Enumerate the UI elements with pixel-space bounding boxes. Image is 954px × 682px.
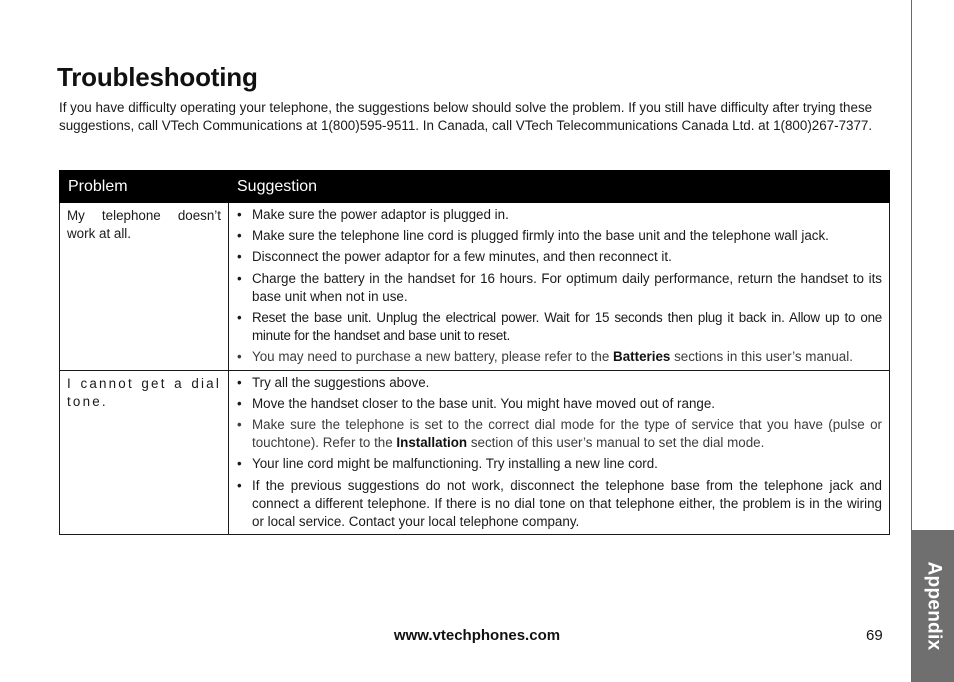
page-title: Troubleshooting: [57, 62, 258, 92]
list-item: • Charge the battery in the handset for 16 hours. For optimum daily performance, return the handset to its base unit when not in use.: [236, 270, 882, 306]
list-item: [236, 416, 882, 452]
list-item: • Make sure the telephone line cord is plugged firmly into the base unit and the telephone wall jack.: [236, 227, 882, 245]
table-row: [60, 203, 890, 371]
bold-reference: Installation: [396, 435, 468, 451]
list-item: • Make sure the power adaptor is plugged in.: [236, 206, 882, 224]
bold-reference: Batteries: [613, 349, 671, 365]
page-number: 69: [866, 627, 883, 644]
header-problem: Problem: [60, 171, 229, 203]
troubleshooting-table: [59, 170, 890, 535]
list-item: • Reset the base unit. Unplug the electrical power. Wait for 15 seconds then plug it back in. Allow up to one minute for the handset and base unit to reset.: [236, 309, 882, 345]
table-header-row: [60, 171, 890, 203]
appendix-side-tab: [912, 530, 954, 682]
problem-cell: My telephone doesn’t work at all.: [60, 203, 229, 371]
suggestion-cell: [229, 203, 890, 371]
list-item: [236, 348, 882, 366]
list-item: • Disconnect the power adaptor for a few minutes, and then reconnect it.: [236, 248, 882, 266]
text-run: sections in this user’s manual.: [670, 349, 853, 365]
suggestion-list: [236, 374, 882, 532]
appendix-side-tab-label: Appendix: [923, 561, 944, 651]
header-suggestion: Suggestion: [229, 171, 890, 203]
text-run: Make sure the telephone is set to the correct dial mode for the type of service that you have (pulse or touchtone). Refer to the: [252, 417, 882, 451]
list-item: • Try all the suggestions above.: [236, 374, 882, 392]
problem-cell: I cannot get a dial tone.: [60, 370, 229, 535]
list-item: • Move the handset closer to the base unit. You might have moved out of range.: [236, 395, 882, 413]
list-item: • Your line cord might be malfunctioning. Try installing a new line cord.: [236, 455, 882, 473]
suggestion-list: [236, 206, 882, 367]
text-run: section of this user’s manual to set the dial mode.: [467, 435, 765, 451]
list-item: • If the previous suggestions do not work, disconnect the telephone base from the telephone jack and connect a different telephone. If there is no dial tone on that telephone either, the problem is in the wiring or local service. Contact your local telephone company.: [236, 477, 882, 532]
intro-paragraph: If you have difficulty operating your telephone, the suggestions below should solve the problem. If you still have difficulty after trying these suggestions, call VTech Communications at 1(800)595-9511. In Canada, call VTech Telecommunications Canada Ltd. at 1(800)267-7377.: [59, 100, 873, 134]
text-run: You may need to purchase a new battery, please refer to the: [252, 349, 614, 365]
table-row: [60, 370, 890, 535]
suggestion-cell: [229, 370, 890, 535]
footer-website: www.vtechphones.com: [393, 627, 561, 644]
